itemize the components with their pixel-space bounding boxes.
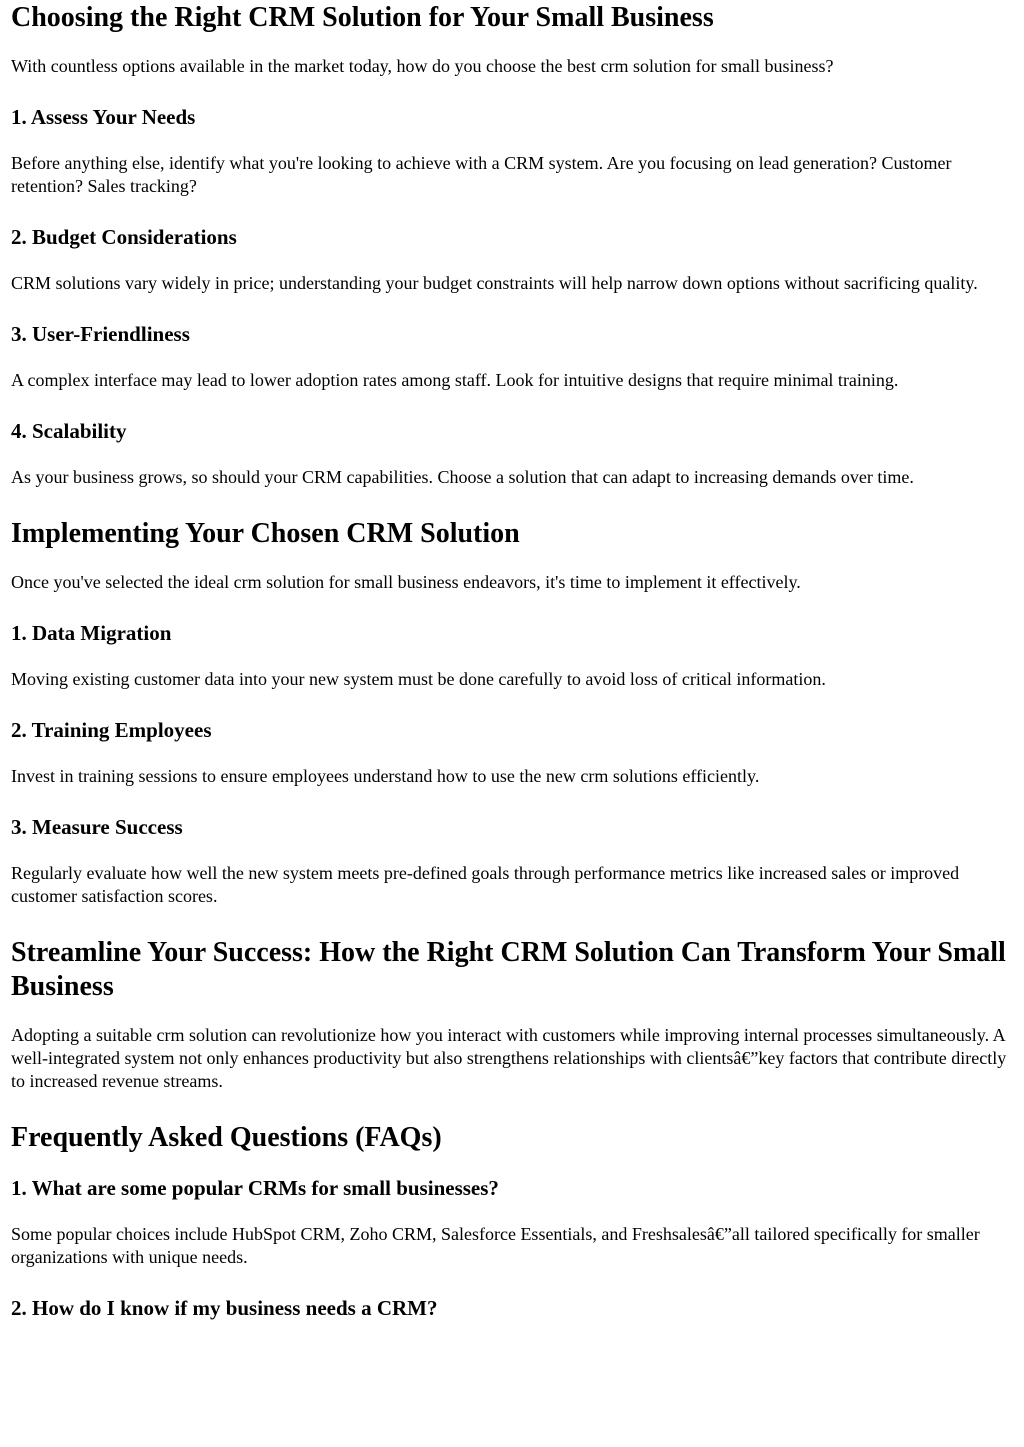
faq-answer: Some popular choices include HubSpot CRM, Zoho CRM, Salesforce Essentials, and Freshsalesâ€”all tailored specifically for smaller organizations with unique needs. (11, 1224, 980, 1267)
section-intro: With countless options available in the market today, how do you choose the best crm solution for small business? (11, 56, 834, 76)
section-heading: Choosing the Right CRM Solution for Your Small Business (11, 2, 714, 33)
faq-question: 2. How do I know if my business needs a CRM? (11, 1296, 438, 1320)
subsection-heading: 3. User-Friendliness (11, 322, 190, 346)
subsection-heading: 3. Measure Success (11, 815, 183, 839)
subsection-heading: 2. Budget Considerations (11, 225, 237, 249)
subsection-text: A complex interface may lead to lower adoption rates among staff. Look for intuitive designs that require minimal training. (11, 370, 899, 390)
article (0, 1, 1024, 1321)
section-heading: Streamline Your Success: How the Right CRM Solution Can Transform Your Small Business (11, 937, 1006, 1002)
subsection-text: CRM solutions vary widely in price; understanding your budget constraints will help narrow down options without sacrificing quality. (11, 273, 978, 293)
section-intro: Once you've selected the ideal crm solution for small business endeavors, it's time to implement it effectively. (11, 572, 801, 592)
subsection-text: Invest in training sessions to ensure employees understand how to use the new crm solutions efficiently. (11, 766, 760, 786)
section-intro: Adopting a suitable crm solution can revolutionize how you interact with customers while improving internal processes simultaneously. A well-integrated system not only enhances productivity but also strengthens relationships with clientsâ€”key factors that contribute directly to increased revenue streams. (11, 1025, 1007, 1091)
subsection-heading: 4. Scalability (11, 419, 127, 443)
subsection-heading: 2. Training Employees (11, 718, 212, 742)
subsection-text: As your business grows, so should your CRM capabilities. Choose a solution that can adapt to increasing demands over time. (11, 467, 914, 487)
subsection-text: Moving existing customer data into your new system must be done carefully to avoid loss of critical information. (11, 669, 826, 689)
subsection-heading: 1. Assess Your Needs (11, 105, 196, 129)
section-heading: Frequently Asked Questions (FAQs) (11, 1122, 442, 1153)
faq-question: 1. What are some popular CRMs for small businesses? (11, 1176, 499, 1200)
subsection-text: Before anything else, identify what you're looking to achieve with a CRM system. Are you focusing on lead generation? Customer retention? Sales tracking? (11, 153, 952, 196)
subsection-heading: 1. Data Migration (11, 621, 172, 645)
section-heading: Implementing Your Chosen CRM Solution (11, 518, 520, 549)
subsection-text: Regularly evaluate how well the new system meets pre-defined goals through performance metrics like increased sales or improved customer satisfaction scores. (11, 863, 960, 906)
